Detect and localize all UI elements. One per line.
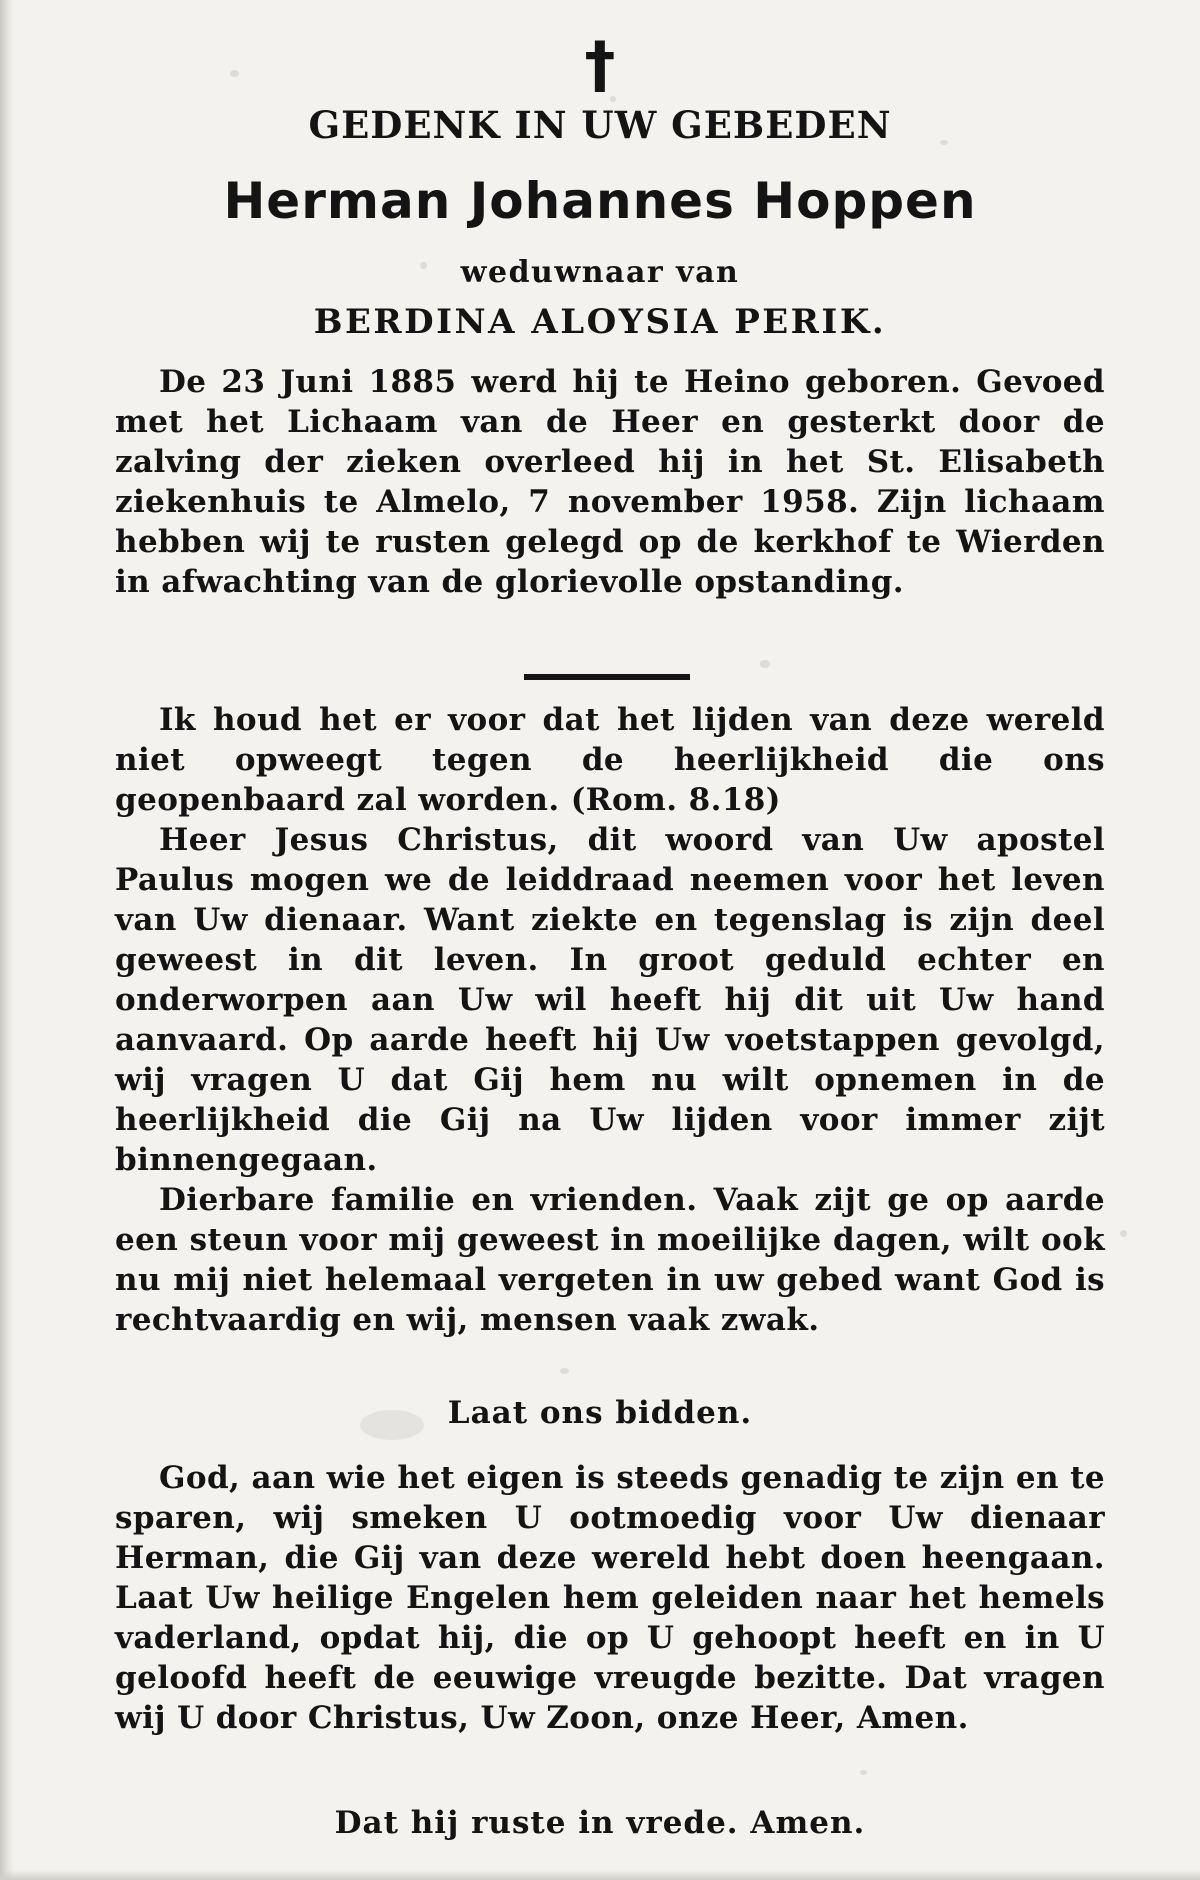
paper-speck — [560, 1368, 569, 1374]
reflection-section — [115, 700, 1105, 1340]
paper-speck — [760, 660, 770, 668]
pray-heading: Laat ons bidden. — [447, 1395, 753, 1431]
reflection-paragraph: Heer Jesus Christus, dit woord van Uw apostel Paulus mogen we de leiddraad neemen voor het leven van Uw dienaar. Want ziekte en tegenslag is zijn deel geweest in dit leven. In groot geduld echter en onderworpen aan Uw wil heeft hij dit uit Uw hand aanvaard. Op aarde heeft hij Uw voetstappen gevolgd, wij vragen U dat Gij hem nu wilt opnemen in de heerlijkheid die Gij na Uw lijden voor immer zijt binnengegaan. — [115, 822, 1105, 1178]
divider-rule — [524, 674, 690, 680]
paper-speck — [1120, 1230, 1127, 1237]
scripture-paragraph: Ik houd het er voor dat het lijden van deze wereld niet opweegt tegen de heerlijkheid die ons geopenbaard zal worden. (Rom. 8.18) — [115, 702, 1105, 818]
card-heading: GEDENK IN UW GEBEDEN — [308, 103, 892, 147]
prayer-section — [115, 1458, 1105, 1738]
family-message-paragraph: Dierbare familie en vrienden. Vaak zijt ge op aarde een steun voor mij geweest in moeilijke dagen, wilt ook nu mij niet helemaal vergeten in uw gebed want God is rechtvaardig en wij, mensen vaak zwak. — [115, 1182, 1105, 1338]
cross-icon: † — [584, 28, 616, 101]
paper-edge-bottom — [0, 1870, 1200, 1880]
deceased-name: Herman Johannes Hoppen — [223, 172, 977, 230]
biography-paragraph: De 23 Juni 1885 werd hij te Heino geboren. Gevoed met het Lichaam van de Heer en gesterkt door de zalving der zieken overleed hij in het St. Elisabeth ziekenhuis te Almelo, 7 november 1958. Zijn lichaam hebben wij te rusten gelegd op de kerkhof te Wierden in afwachting van de glorievolle opstanding. — [115, 364, 1105, 600]
paper-speck — [860, 1770, 867, 1775]
closing-line: Dat hij ruste in vrede. Amen. — [334, 1805, 866, 1841]
spouse-name: BERDINA ALOYSIA PERIK. — [313, 302, 887, 342]
relation-line: weduwnaar van — [460, 255, 740, 290]
biography-section — [115, 362, 1105, 602]
prayer-paragraph: God, aan wie het eigen is steeds genadig te zijn en te sparen, wij smeken U ootmoedig voor Uw dienaar Herman, die Gij van deze wereld hebt doen heengaan. Laat Uw heilige Engelen hem geleiden naar het hemels vaderland, opdat hij, die op U gehoopt heeft en in U geloofd heeft de eeuwige vreugde bezitte. Dat vragen wij U door Christus, Uw Zoon, onze Heer, Amen. — [115, 1460, 1105, 1736]
